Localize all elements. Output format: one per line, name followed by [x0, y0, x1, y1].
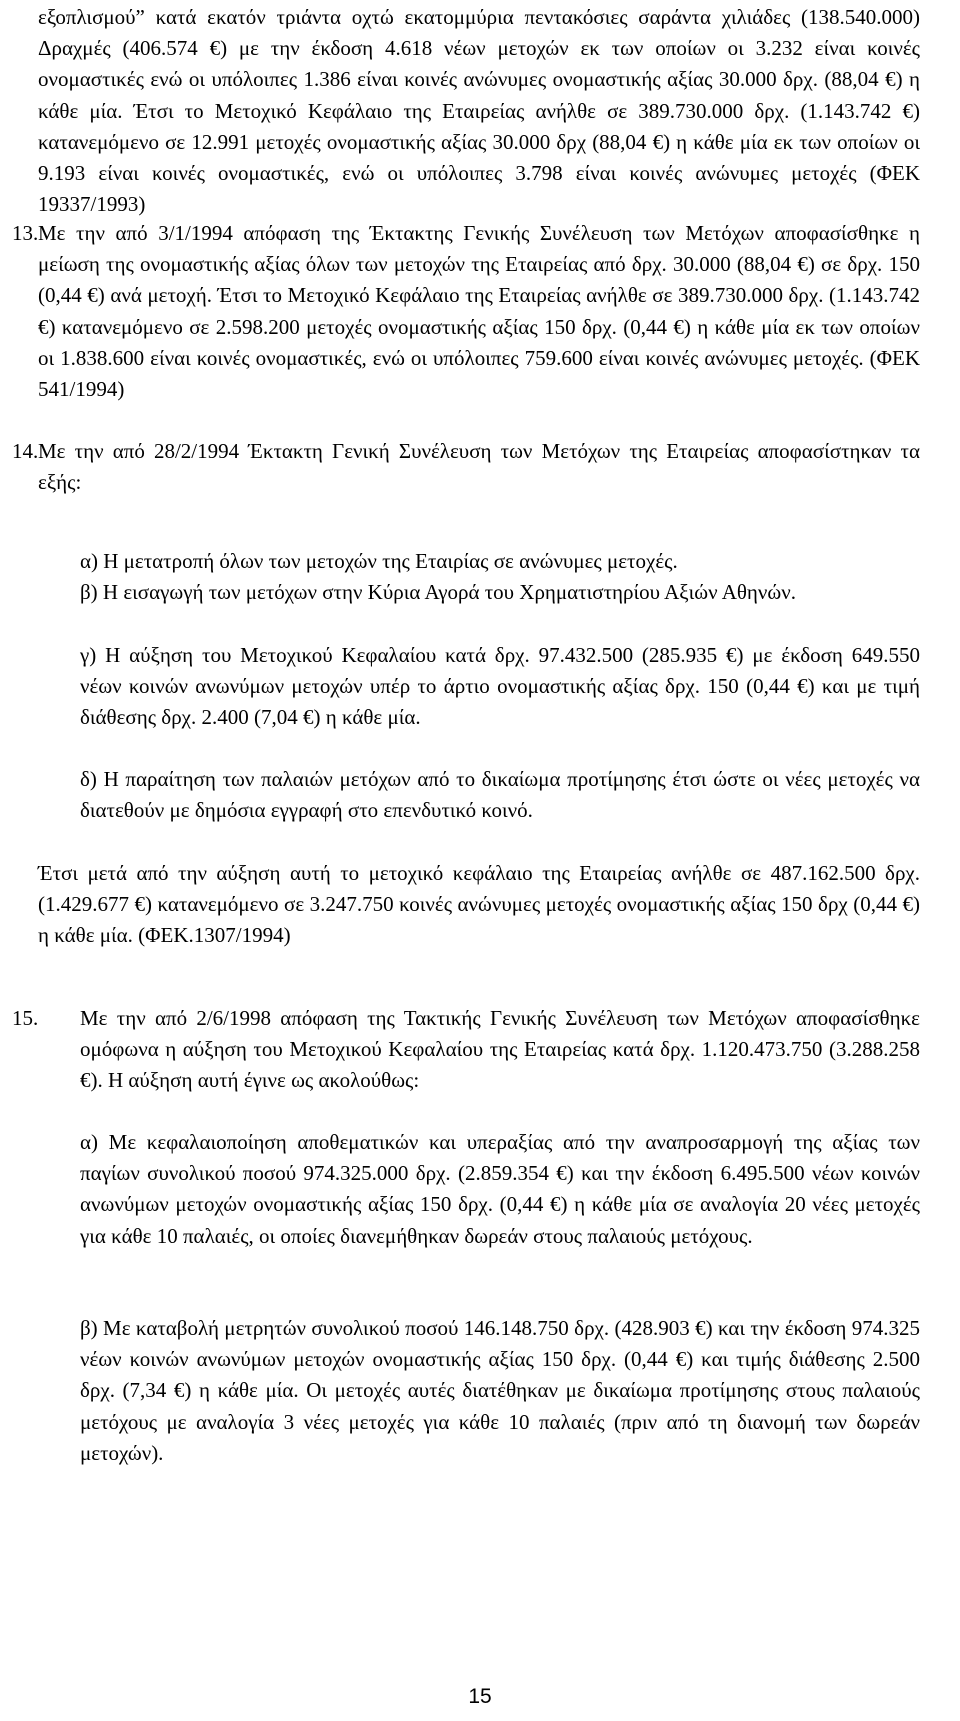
section-15-item-a: α) Με κεφαλαιοποίηση αποθεματικών και υπεραξίας από την αναπροσαρμογή της αξίας των παγίων συνολικού ποσού 974.325.000 δρχ. (2.859.354 €) και την έκδοση 6.495.500 νέων κοινών ανωνύμων μετοχών ονομαστικής αξίας 150 δρχ. (0,44 €) η κάθε μία σε αναλογία 20 νέες μετοχές για κάθε 10 παλαιές, οι οποίες διανεμήθηκαν δωρεάν στους παλαιούς μετόχους. [80, 1130, 920, 1248]
section-14-number: 14. [12, 439, 39, 463]
section-15-text: Με την από 2/6/1998 απόφαση της Τακτικής Γενικής Συνέλευση των Μετόχων αποφασίσθηκε ομόφωνα η αύξηση του Μετοχικού Κεφαλαίου της Εταιρείας κατά δρχ. 1.120.473.750 (3.288.258 €). Η αύξηση αυτή έγινε ως ακολούθως: [80, 1006, 920, 1093]
continuation-paragraph: εξοπλισμού” κατά εκατόν τριάντα οχτώ εκατομμύρια πεντακόσιες σαράντα χιλιάδες (138.540.000) Δραχμές (406.574 €) με την έκδοση 4.618 νέων μετοχών εκ των οποίων οι 3.232 είναι κοινές ονομαστικές ενώ οι υπόλοιπες 1.386 είναι κοινές ανώνυμες ονομαστικής αξίας 30.000 δρχ. (88,04 €) η κάθε μία. Έτσι το Μετοχικό Κεφάλαιο της Εταιρείας ανήλθε σε 389.730.000 δρχ. (1.143.742 €) κατανεμόμενο σε 12.991 μετοχές ονομαστικής αξίας 30.000 δρχ (88,04 €) η κάθε μία εκ των οποίων οι 9.193 είναι κοινές ονομαστικές, ενώ οι υπόλοιπες 3.798 είναι κοινές ανώνυμες μετοχές (ΦΕΚ 19337/1993) [38, 5, 920, 217]
section-15-item-b: β) Με καταβολή μετρητών συνολικού ποσού 146.148.750 δρχ. (428.903 €) και την έκδοση 974.325 νέων κοινών ανωνύμων μετοχών ονομαστικής αξίας 150 δρχ. (0,44 €) και τιμής διάθεσης 2.500 δρχ. (7,34 €) η κάθε μία. Οι μετοχές αυτές διατέθηκαν με δικαίωμα προτίμησης στους παλαιούς μετόχους με αναλογία 3 νέες μετοχές για κάθε 10 παλαιές (πριν από τη διανομή των δωρεάν μετοχών). [80, 1316, 920, 1465]
section-14-closing: Έτσι μετά από την αύξηση αυτή το μετοχικό κεφάλαιο της Εταιρείας ανήλθε σε 487.162.500 δρχ. (1.429.677 €) κατανεμόμενο σε 3.247.750 κοινές ανώνυμες μετοχές ονομαστικής αξίας 150 δρχ (0,44 €) η κάθε μία. (ΦΕΚ.1307/1994) [38, 861, 920, 948]
section-14-item-b: β) Η εισαγωγή των μετόχων στην Κύρια Αγορά του Χρηματιστηρίου Αξιών Αθηνών. [80, 580, 796, 604]
section-14-text: Με την από 28/2/1994 Έκτακτη Γενική Συνέλευση των Μετόχων της Εταιρείας αποφασίστηκαν τα εξής: [38, 439, 920, 495]
section-15-number: 15. [12, 1006, 39, 1030]
section-14-item-c: γ) Η αύξηση του Μετοχικού Κεφαλαίου κατά δρχ. 97.432.500 (285.935 €) με έκδοση 649.550 νέων κοινών ανωνύμων μετοχών υπέρ το άρτιο ονομαστικής αξίας δρχ. 150 (0,44 €) και με τιμή διάθεσης δρχ. 2.400 (7,04 €) η κάθε μία. [80, 643, 920, 730]
section-13-number: 13. [12, 221, 39, 245]
section-14-item-a: α) Η μετατροπή όλων των μετοχών της Εταιρίας σε ανώνυμες μετοχές. [80, 549, 678, 573]
section-13-text: Με την από 3/1/1994 απόφαση της Έκτακτης Γενικής Συνέλευση των Μετόχων αποφασίσθηκε η μείωση της ονομαστικής αξίας όλων των μετοχών της Εταιρείας από δρχ. 30.000 (88,04 €) σε δρχ. 150 (0,44 €) ανά μετοχή. Έτσι το Μετοχικό Κεφάλαιο της Εταιρείας ανήλθε σε 389.730.000 δρχ. (1.143.742 €) κατανεμόμενο σε 2.598.200 μετοχές ονομαστικής αξίας 150 δρχ. (0,44 €) η κάθε μία εκ των οποίων οι 1.838.600 είναι κοινές ονομαστικές, ενώ οι υπόλοιπες 759.600 είναι κοινές ανώνυμες μετοχές. (ΦΕΚ 541/1994) [38, 221, 920, 402]
section-14-item-d: δ) Η παραίτηση των παλαιών μετόχων από το δικαίωμα προτίμησης έτσι ώστε οι νέες μετοχές να διατεθούν με δημόσια εγγραφή στο επενδυτικό κοινό. [80, 767, 920, 823]
page-number: 15 [468, 1685, 492, 1708]
